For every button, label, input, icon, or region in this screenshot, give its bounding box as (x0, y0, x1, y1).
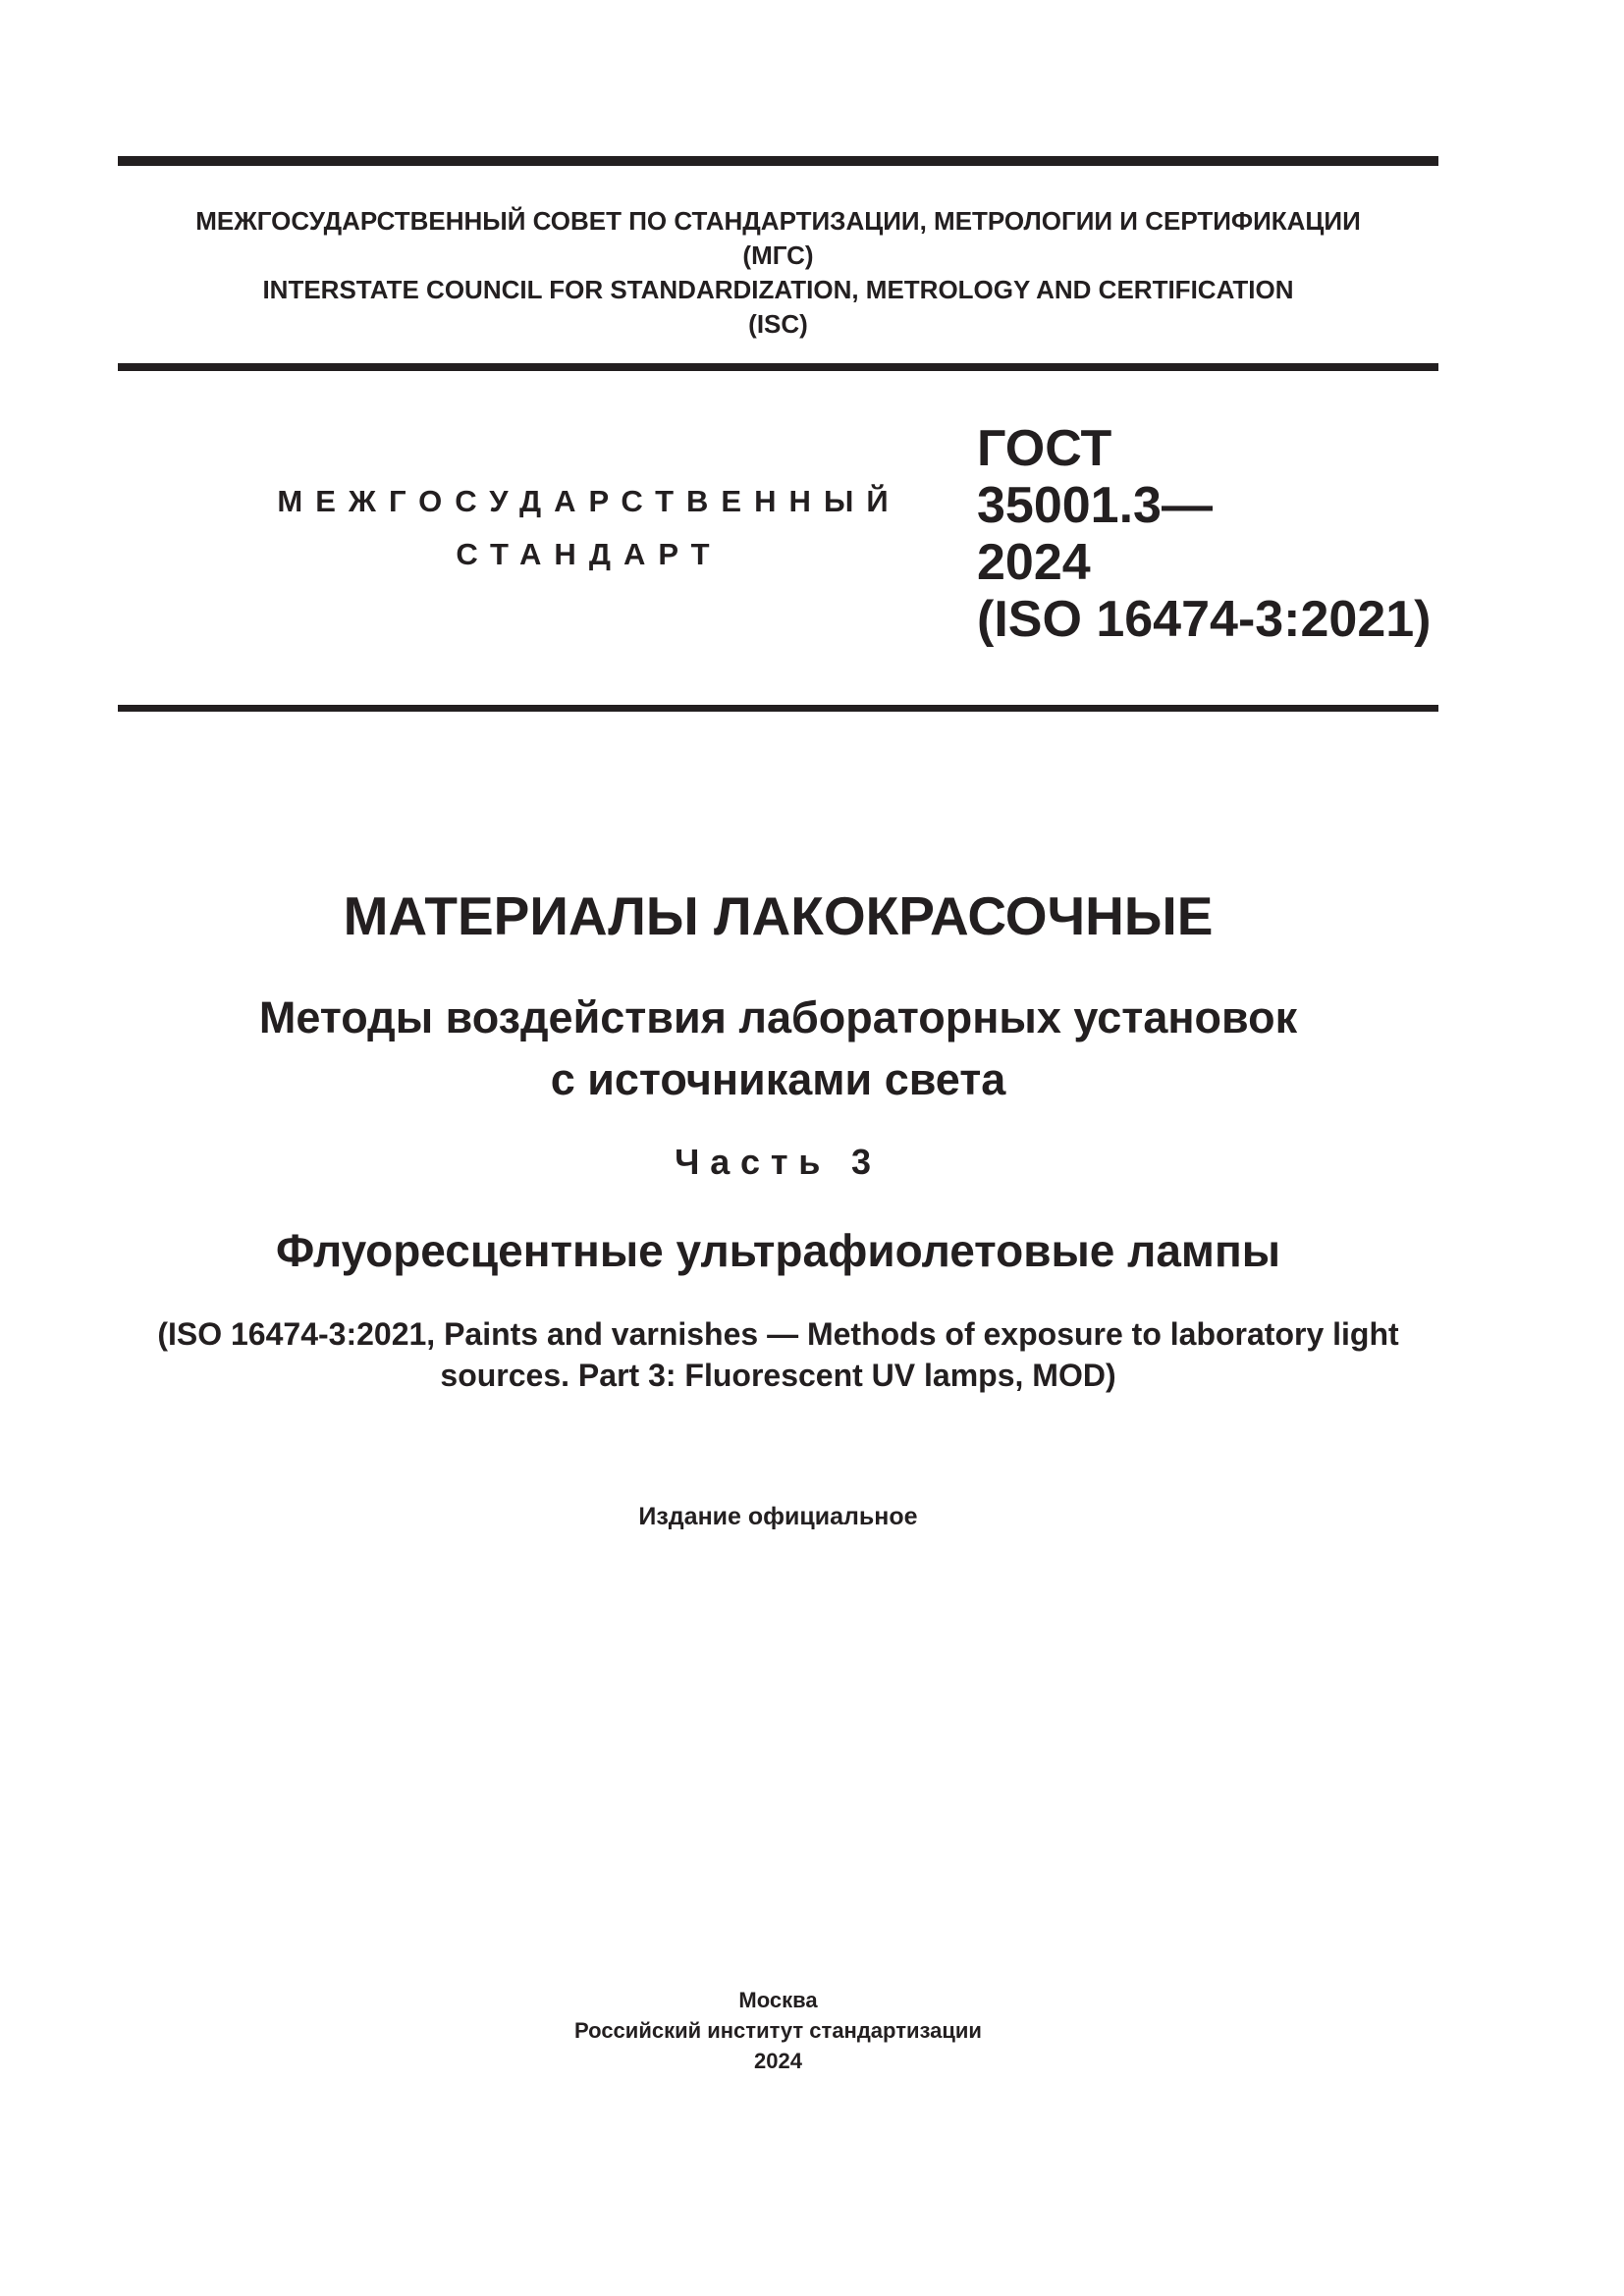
publisher-year: 2024 (754, 2049, 802, 2073)
iso-note-line2: sources. Part 3: Fluorescent UV lamps, MOD) (440, 1358, 1116, 1393)
subtitle-line1: Методы воздействия лабораторных установок (258, 992, 1298, 1042)
iso-reference-note (118, 1313, 1438, 1396)
council-name-en: INTERSTATE COUNCIL FOR STANDARDIZATION, METROLOGY AND CERTIFICATION (262, 275, 1294, 304)
council-abbr-ru: (МГС) (742, 240, 814, 270)
standard-type-line1: МЕЖГОСУДАРСТВЕННЫЙ (277, 484, 901, 518)
council-header (118, 204, 1438, 342)
subtitle (118, 987, 1438, 1110)
publisher-block (118, 1985, 1438, 2076)
standard-designation (977, 420, 1432, 648)
part-label (118, 1139, 1438, 1186)
part-title-text: Флуоресцентные ультрафиолетовые лампы (275, 1225, 1281, 1276)
standard-code: ГОСТ (977, 420, 1112, 477)
subtitle-line2: с источниками света (550, 1054, 1006, 1104)
edition-label (118, 1500, 1438, 1533)
council-name-ru: МЕЖГОСУДАРСТВЕННЫЙ СОВЕТ ПО СТАНДАРТИЗАЦИИ, МЕТРОЛОГИИ И СЕРТИФИКАЦИИ (195, 206, 1361, 236)
iso-note-line1: (ISO 16474-3:2021, Paints and varnishes — Methods of exposure to laboratory light (157, 1316, 1399, 1352)
bottom-rule (118, 705, 1438, 712)
main-title (118, 883, 1438, 948)
publisher-city: Москва (738, 1988, 818, 2012)
standard-type-line2: СТАНДАРТ (456, 537, 723, 571)
standard-type-label (196, 475, 982, 581)
standard-year: 2024 (977, 534, 1091, 591)
publisher-institute: Российский институт стандартизации (574, 2018, 982, 2043)
main-title-text: МАТЕРИАЛЫ ЛАКОКРАСОЧНЫЕ (343, 885, 1214, 946)
part-label-text: Часть 3 (675, 1142, 882, 1182)
top-rule (118, 156, 1438, 166)
edition-text: Издание официальное (638, 1503, 918, 1530)
part-title (118, 1221, 1438, 1280)
standard-iso-ref: (ISO 16474-3:2021) (977, 591, 1432, 648)
middle-rule (118, 363, 1438, 371)
standard-number: 35001.3— (977, 477, 1213, 534)
council-abbr-en: (ISC) (748, 309, 808, 339)
